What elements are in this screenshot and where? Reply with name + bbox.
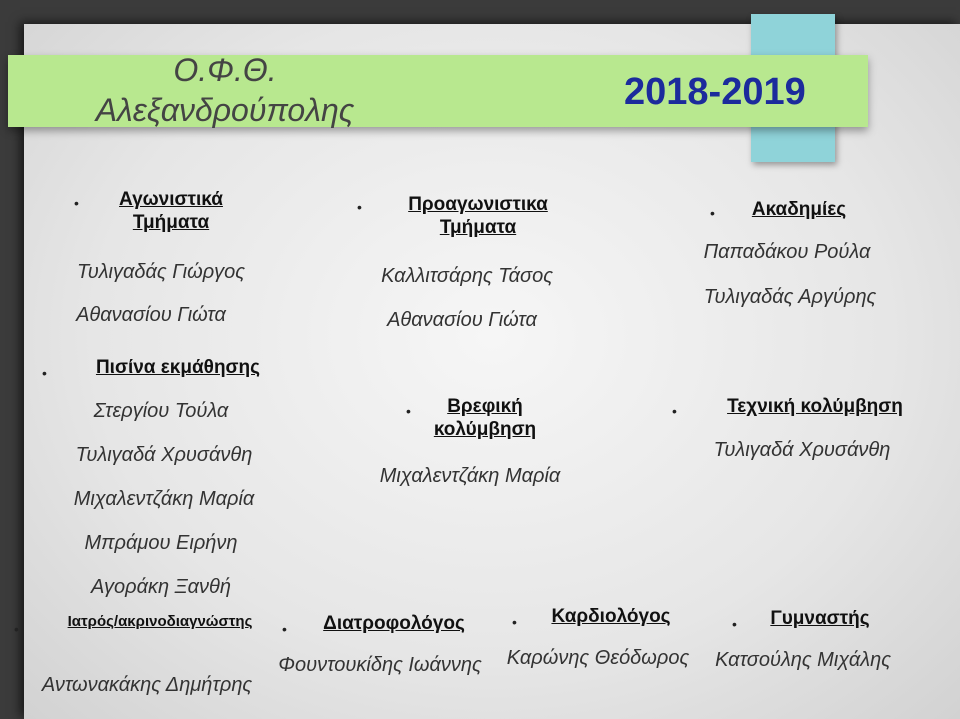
section-heading-infant-swimming: Βρεφική κολύμβηση [433, 396, 537, 440]
staff-name: Καρώνης Θεόδωρος [506, 647, 690, 669]
section-heading-artistic-swimming: Τεχνική κολύμβηση [727, 396, 903, 417]
bullet-icon: • [672, 403, 677, 419]
season-year: 2018-2019 [624, 71, 806, 113]
bullet-icon: • [74, 195, 79, 211]
staff-name: Κατσούλης Μιχάλης [715, 649, 891, 671]
staff-name: Αγοράκη Ξανθή [91, 576, 231, 598]
staff-name: Φουντουκίδης Ιωάννης [278, 654, 482, 676]
bullet-icon: • [732, 616, 737, 632]
section-heading-academies: Ακαδημίες [751, 199, 847, 220]
bullet-icon: • [406, 403, 411, 419]
bullet-icon: • [357, 199, 362, 215]
section-heading-precompetitive: Προαγωνιστικα Τμήματα [408, 194, 548, 238]
staff-name: Τυλιγαδά Χρυσάνθη [75, 444, 253, 466]
staff-name: Μπράμου Ειρήνη [84, 532, 238, 554]
staff-name: Αθανασίου Γιώτα [387, 309, 537, 331]
bullet-icon: • [512, 614, 517, 630]
section-heading-cardiologist: Καρδιολόγος [551, 606, 671, 627]
section-heading-nutritionist: Διατροφολόγος [323, 613, 465, 634]
staff-name: Στεργίου Τούλα [93, 400, 229, 422]
section-heading-learning-pool: Πισίνα εκμάθησης [95, 357, 261, 378]
bullet-icon: • [282, 621, 287, 637]
staff-name: Αντωνακάκης Δημήτρης [41, 674, 253, 696]
bullet-icon: • [42, 365, 47, 381]
bullet-icon: • [710, 205, 715, 221]
staff-name: Μιχαλεντζάκη Μαρία [73, 488, 255, 510]
title-line-1: Ο.Φ.Θ. [173, 52, 277, 88]
staff-name: Τυλιγαδάς Αργύρης [703, 286, 877, 308]
staff-name: Παπαδάκου Ρούλα [703, 241, 871, 263]
bullet-icon: • [14, 621, 19, 637]
staff-name: Καλλιτσάρης Τάσος [381, 265, 553, 287]
section-heading-trainer: Γυμναστής [770, 608, 870, 629]
section-heading-competitive: Αγωνιστικά Τμήματα [119, 189, 223, 233]
staff-name: Τυλιγαδάς Γιώργος [76, 261, 246, 283]
staff-name: Αθανασίου Γιώτα [76, 304, 226, 326]
staff-name: Μιχαλεντζάκη Μαρία [379, 465, 561, 487]
title-line-2: Αλεξανδρούπολης [95, 92, 355, 128]
staff-name: Τυλιγαδά Χρυσάνθη [713, 439, 891, 461]
section-heading-doctor: Ιατρός/ακρινοδιαγνώστης [67, 613, 253, 630]
page-title [60, 50, 390, 130]
